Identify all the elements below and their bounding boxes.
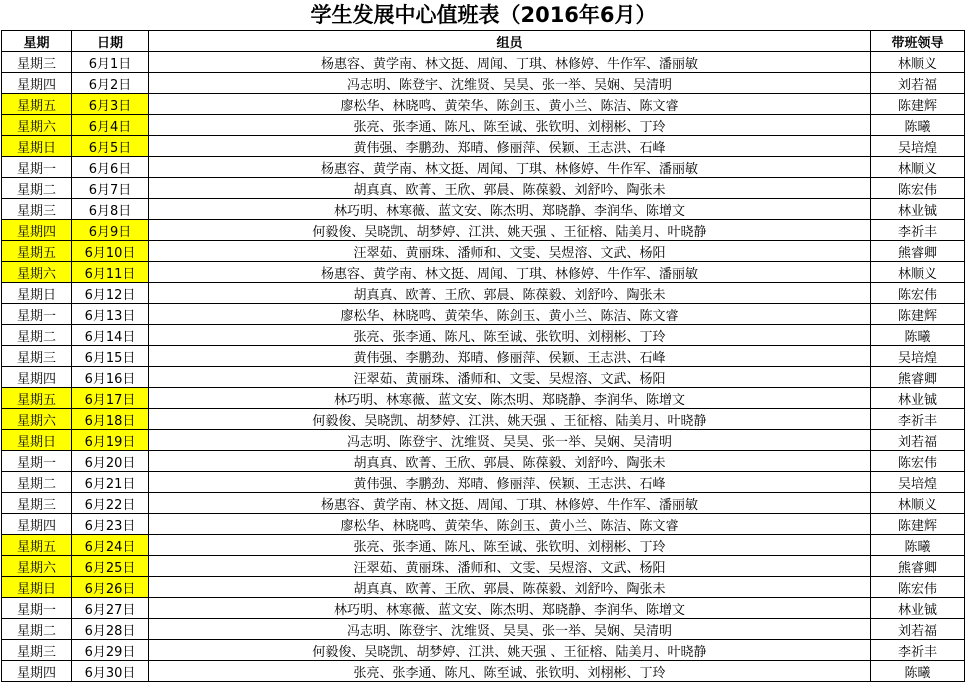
- table-row: [2, 346, 965, 367]
- date-text: 6月18日: [84, 413, 136, 429]
- table-row: [2, 52, 965, 73]
- weekday-cell: 星期四: [2, 73, 72, 94]
- table-row: [2, 514, 965, 535]
- leader-cell: 林业铖: [871, 388, 965, 409]
- members-cell: 何毅俊、吴晓凯、胡梦婷、江洪、姚天强 、王征榕、陆美月、叶晓静: [149, 220, 871, 241]
- date-cell: [72, 451, 149, 472]
- leader-cell: 李祈丰: [871, 409, 965, 430]
- date-cell: [72, 94, 149, 115]
- weekday-cell: 星期一: [2, 304, 72, 325]
- weekday-cell: 星期二: [2, 178, 72, 199]
- date-cell: [72, 52, 149, 73]
- table-row: [2, 241, 965, 262]
- table-row: [2, 451, 965, 472]
- date-cell: [72, 577, 149, 598]
- date-cell: [72, 472, 149, 493]
- table-row: [2, 472, 965, 493]
- leader-cell: 林业铖: [871, 199, 965, 220]
- weekday-cell: 星期二: [2, 325, 72, 346]
- members-cell: 胡真真、欧菁、王欣、郭晨、陈葆毅、刘舒吟、陶张未: [149, 178, 871, 199]
- table-row: [2, 304, 965, 325]
- date-text: 6月9日: [88, 224, 132, 240]
- date-cell: [72, 115, 149, 136]
- header-row: [2, 31, 965, 52]
- members-cell: 张亮、张李通、陈凡、陈至诚、张钦明、刘栩彬、丁玲: [149, 325, 871, 346]
- weekday-cell: 星期一: [2, 451, 72, 472]
- members-cell: 何毅俊、吴晓凯、胡梦婷、江洪、姚天强 、王征榕、陆美月、叶晓静: [149, 640, 871, 661]
- leader-cell: 陈宏伟: [871, 283, 965, 304]
- leader-cell: 陈建辉: [871, 514, 965, 535]
- members-cell: 杨惠容、黄学南、林文挺、周闻、丁琪、林修婷、牛作军、潘丽敏: [149, 52, 871, 73]
- date-text: 6月26日: [84, 581, 136, 597]
- date-text: 6月17日: [84, 392, 136, 408]
- leader-cell: 李祈丰: [871, 640, 965, 661]
- date-cell: [72, 661, 149, 682]
- date-text: 6月10日: [84, 245, 136, 261]
- date-cell: [72, 157, 149, 178]
- date-text: 6月12日: [84, 287, 136, 303]
- table-row: [2, 262, 965, 283]
- date-text: 6月23日: [84, 518, 136, 534]
- date-cell: [72, 388, 149, 409]
- date-cell: [72, 493, 149, 514]
- weekday-cell: 星期三: [2, 346, 72, 367]
- table-row: [2, 409, 965, 430]
- members-cell: 廖松华、林晓鸣、黄荣华、陈剑玉、黄小兰、陈洁、陈文睿: [149, 94, 871, 115]
- date-cell: [72, 199, 149, 220]
- leader-cell: 陈曦: [871, 115, 965, 136]
- date-text: 6月22日: [84, 497, 136, 513]
- table-row: [2, 535, 965, 556]
- members-cell: 杨惠容、黄学南、林文挺、周闻、丁琪、林修婷、牛作军、潘丽敏: [149, 493, 871, 514]
- table-row: [2, 661, 965, 682]
- members-cell: 何毅俊、吴晓凯、胡梦婷、江洪、姚天强 、王征榕、陆美月、叶晓静: [149, 409, 871, 430]
- leader-cell: 陈建辉: [871, 304, 965, 325]
- date-cell: [72, 409, 149, 430]
- table-row: [2, 115, 965, 136]
- weekday-cell: 星期六: [2, 115, 72, 136]
- members-cell: 黄伟强、李鹏劲、郑晴、修丽萍、侯颖、王志洪、石峰: [149, 346, 871, 367]
- table-row: [2, 556, 965, 577]
- weekday-cell: 星期五: [2, 241, 72, 262]
- date-cell: [72, 535, 149, 556]
- leader-cell: 陈宏伟: [871, 451, 965, 472]
- members-cell: 汪翠茹、黄丽珠、潘师和、文雯、吴煜溶、文武、杨阳: [149, 367, 871, 388]
- date-cell: [72, 220, 149, 241]
- weekday-cell: 星期三: [2, 493, 72, 514]
- weekday-cell: 星期四: [2, 220, 72, 241]
- leader-cell: 陈宏伟: [871, 577, 965, 598]
- date-text: 6月29日: [84, 644, 136, 660]
- weekday-cell: 星期二: [2, 619, 72, 640]
- header-leader: 带班领导: [871, 31, 965, 52]
- leader-cell: 熊睿卿: [871, 556, 965, 577]
- members-cell: 冯志明、陈登宇、沈维贤、吴昊、张一举、吴娴、吴清明: [149, 430, 871, 451]
- page-title: 学生发展中心值班表（2016年6月）: [310, 3, 657, 27]
- table-row: [2, 430, 965, 451]
- members-cell: 张亮、张李通、陈凡、陈至诚、张钦明、刘栩彬、丁玲: [149, 661, 871, 682]
- weekday-cell: 星期五: [2, 94, 72, 115]
- leader-cell: 熊睿卿: [871, 241, 965, 262]
- date-text: 6月30日: [84, 665, 136, 681]
- date-text: 6月20日: [84, 455, 136, 471]
- weekday-cell: 星期日: [2, 136, 72, 157]
- weekday-cell: 星期三: [2, 199, 72, 220]
- weekday-cell: 星期六: [2, 409, 72, 430]
- weekday-cell: 星期日: [2, 430, 72, 451]
- weekday-cell: 星期一: [2, 598, 72, 619]
- leader-cell: 陈宏伟: [871, 178, 965, 199]
- members-cell: 冯志明、陈登宇、沈维贤、吴昊、张一举、吴娴、吴清明: [149, 73, 871, 94]
- members-cell: 胡真真、欧菁、王欣、郭晨、陈葆毅、刘舒吟、陶张未: [149, 577, 871, 598]
- roster-body: [2, 52, 965, 682]
- date-cell: [72, 514, 149, 535]
- date-text: 6月19日: [84, 434, 136, 450]
- date-text: 6月11日: [84, 266, 136, 282]
- table-row: [2, 136, 965, 157]
- leader-cell: 陈曦: [871, 535, 965, 556]
- weekday-cell: 星期六: [2, 262, 72, 283]
- leader-cell: 林顺义: [871, 493, 965, 514]
- table-row: [2, 493, 965, 514]
- table-row: [2, 367, 965, 388]
- date-text: 6月21日: [84, 476, 136, 492]
- date-text: 6月6日: [88, 161, 132, 177]
- leader-cell: 熊睿卿: [871, 367, 965, 388]
- date-text: 6月16日: [84, 371, 136, 387]
- members-cell: 黄伟强、李鹏劲、郑晴、修丽萍、侯颖、王志洪、石峰: [149, 472, 871, 493]
- date-text: 6月8日: [88, 203, 132, 219]
- date-text: 6月5日: [88, 140, 132, 156]
- date-cell: [72, 304, 149, 325]
- members-cell: 林巧明、林寒薇、蓝文安、陈杰明、郑晓静、李润华、陈增文: [149, 598, 871, 619]
- members-cell: 汪翠茹、黄丽珠、潘师和、文雯、吴煜溶、文武、杨阳: [149, 241, 871, 262]
- date-text: 6月13日: [84, 308, 136, 324]
- header-weekday: 星期: [2, 31, 72, 52]
- date-cell: [72, 325, 149, 346]
- date-text: 6月3日: [88, 98, 132, 114]
- leader-cell: 刘若福: [871, 430, 965, 451]
- members-cell: 冯志明、陈登宇、沈维贤、吴昊、张一举、吴娴、吴清明: [149, 619, 871, 640]
- duty-roster-table: [1, 30, 965, 682]
- weekday-cell: 星期四: [2, 514, 72, 535]
- date-cell: [72, 598, 149, 619]
- date-cell: [72, 619, 149, 640]
- leader-cell: 李祈丰: [871, 220, 965, 241]
- date-text: 6月28日: [84, 623, 136, 639]
- date-text: 6月27日: [84, 602, 136, 618]
- members-cell: 杨惠容、黄学南、林文挺、周闻、丁琪、林修婷、牛作军、潘丽敏: [149, 262, 871, 283]
- members-cell: 张亮、张李通、陈凡、陈至诚、张钦明、刘栩彬、丁玲: [149, 115, 871, 136]
- date-cell: [72, 73, 149, 94]
- leader-cell: 吴培煌: [871, 346, 965, 367]
- table-row: [2, 157, 965, 178]
- date-text: 6月15日: [84, 350, 136, 366]
- date-cell: [72, 640, 149, 661]
- weekday-cell: 星期四: [2, 661, 72, 682]
- weekday-cell: 星期一: [2, 157, 72, 178]
- date-text: 6月4日: [88, 119, 132, 135]
- members-cell: 黄伟强、李鹏劲、郑晴、修丽萍、侯颖、王志洪、石峰: [149, 136, 871, 157]
- weekday-cell: 星期五: [2, 535, 72, 556]
- header-members: 组员: [149, 31, 871, 52]
- date-text: 6月7日: [88, 182, 132, 198]
- leader-cell: 陈曦: [871, 325, 965, 346]
- table-row: [2, 325, 965, 346]
- table-row: [2, 577, 965, 598]
- weekday-cell: 星期五: [2, 388, 72, 409]
- members-cell: 胡真真、欧菁、王欣、郭晨、陈葆毅、刘舒吟、陶张未: [149, 451, 871, 472]
- table-row: [2, 598, 965, 619]
- table-row: [2, 73, 965, 94]
- date-cell: [72, 346, 149, 367]
- date-cell: [72, 241, 149, 262]
- table-row: [2, 388, 965, 409]
- date-cell: [72, 367, 149, 388]
- table-row: [2, 94, 965, 115]
- date-text: 6月25日: [84, 560, 136, 576]
- leader-cell: 林顺义: [871, 52, 965, 73]
- date-cell: [72, 283, 149, 304]
- weekday-cell: 星期四: [2, 367, 72, 388]
- members-cell: 胡真真、欧菁、王欣、郭晨、陈葆毅、刘舒吟、陶张未: [149, 283, 871, 304]
- table-row: [2, 220, 965, 241]
- date-cell: [72, 136, 149, 157]
- leader-cell: 林业铖: [871, 598, 965, 619]
- leader-cell: 刘若福: [871, 619, 965, 640]
- weekday-cell: 星期三: [2, 640, 72, 661]
- leader-cell: 林顺义: [871, 262, 965, 283]
- table-row: [2, 199, 965, 220]
- leader-cell: 吴培煌: [871, 472, 965, 493]
- members-cell: 廖松华、林晓鸣、黄荣华、陈剑玉、黄小兰、陈洁、陈文睿: [149, 514, 871, 535]
- header-date: 日期: [72, 31, 149, 52]
- leader-cell: 陈建辉: [871, 94, 965, 115]
- weekday-cell: 星期三: [2, 52, 72, 73]
- date-text: 6月2日: [88, 77, 132, 93]
- weekday-cell: 星期二: [2, 472, 72, 493]
- leader-cell: 吴培煌: [871, 136, 965, 157]
- table-row: [2, 619, 965, 640]
- date-text: 6月24日: [84, 539, 136, 555]
- date-cell: [72, 556, 149, 577]
- table-row: [2, 640, 965, 661]
- weekday-cell: 星期日: [2, 577, 72, 598]
- leader-cell: 陈曦: [871, 661, 965, 682]
- members-cell: 林巧明、林寒薇、蓝文安、陈杰明、郑晓静、李润华、陈增文: [149, 388, 871, 409]
- date-cell: [72, 262, 149, 283]
- members-cell: 汪翠茹、黄丽珠、潘师和、文雯、吴煜溶、文武、杨阳: [149, 556, 871, 577]
- members-cell: 林巧明、林寒薇、蓝文安、陈杰明、郑晓静、李润华、陈增文: [149, 199, 871, 220]
- table-row: [2, 178, 965, 199]
- date-cell: [72, 430, 149, 451]
- members-cell: 廖松华、林晓鸣、黄荣华、陈剑玉、黄小兰、陈洁、陈文睿: [149, 304, 871, 325]
- date-cell: [72, 178, 149, 199]
- date-text: 6月1日: [88, 56, 132, 72]
- members-cell: 杨惠容、黄学南、林文挺、周闻、丁琪、林修婷、牛作军、潘丽敏: [149, 157, 871, 178]
- weekday-cell: 星期日: [2, 283, 72, 304]
- table-row: [2, 283, 965, 304]
- leader-cell: 林顺义: [871, 157, 965, 178]
- date-text: 6月14日: [84, 329, 136, 345]
- members-cell: 张亮、张李通、陈凡、陈至诚、张钦明、刘栩彬、丁玲: [149, 535, 871, 556]
- leader-cell: 刘若福: [871, 73, 965, 94]
- weekday-cell: 星期六: [2, 556, 72, 577]
